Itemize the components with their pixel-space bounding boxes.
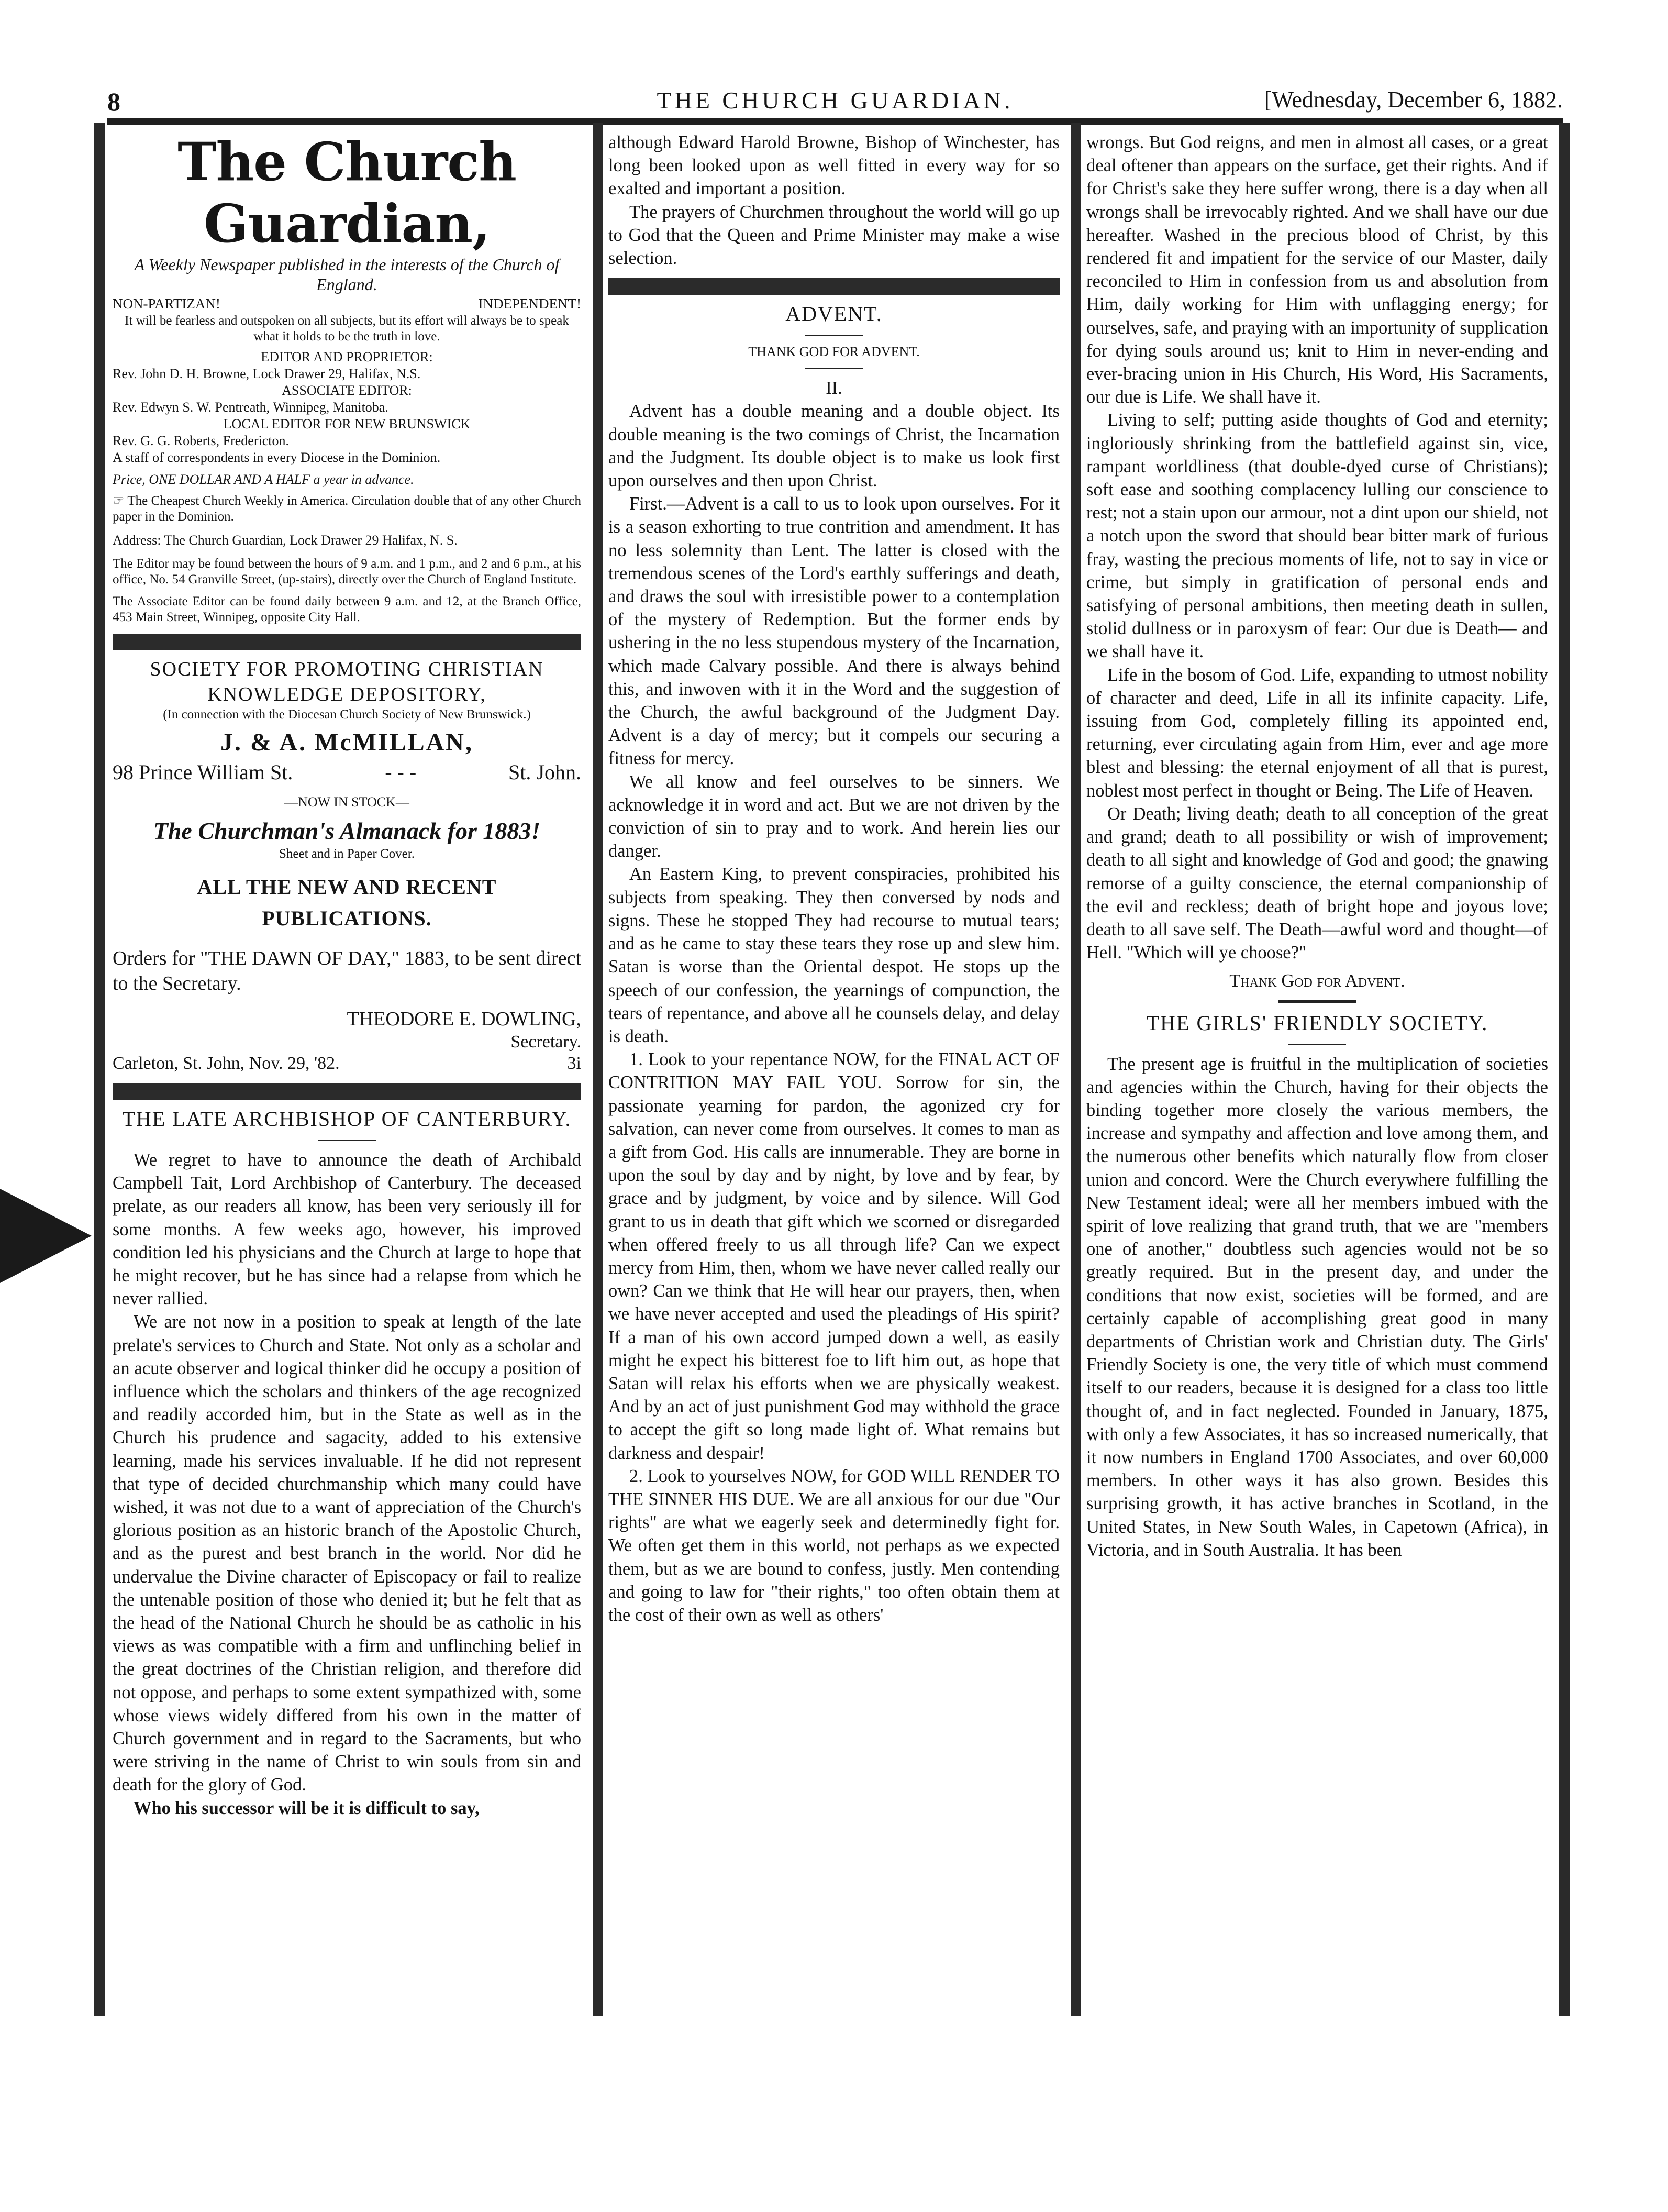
- advent-paragraph: 2. Look to yourselves NOW, for GOD WILL RENDER TO THE SINNER HIS DUE. We are all anxious for our due "Our rights" are what we eagerly seek and determinedly fight for. We often get them in this world, not perhaps as we expected them, but as we are bound to confess, justly. Men contending and going to law for "their rights," too often obtain them at the cost of their own as well as others': [608, 1466, 1060, 1625]
- archbishop-heading: THE LATE ARCHBISHOP OF CANTERBURY.: [122, 1107, 572, 1131]
- almanack-title: The Churchman's Almanack for 1883!: [153, 817, 541, 844]
- page-number: 8: [107, 87, 120, 116]
- right-border-rule: [1559, 123, 1570, 2016]
- editor-heading: EDITOR AND PROPRIETOR:: [261, 349, 433, 364]
- column-2: [608, 131, 1060, 1627]
- column-divider-2: [1071, 123, 1081, 2016]
- correspondents-line: A staff of correspondents in every Diocese in the Dominion.: [113, 450, 441, 465]
- advent-continued: wrongs. But God reigns, and men in almost all cases, or a great deal oftener than appears on the surface, get their rights. And if for Christ's sake they here suffer wrong, there is a day when all wrongs shall be irrevocably righted. And we shall have our due hereafter. Washed in the precious blood of Christ, by this rendered fit and impatient for the service of our Master, daily reconciled to Him in confession from us and absolution from Him, daily working for Him with unflagging energy; for ourselves, safe, and praying with an importunity of supplication for dying souls around us; knit to Him in never-ending and ever-bracing union in His Church, His Word, His Sacraments, our due is Life. We shall have it.: [1086, 132, 1548, 407]
- advent-heading: ADVENT.: [785, 302, 883, 326]
- secretary-title: Secretary.: [510, 1032, 581, 1052]
- running-header: [107, 86, 1563, 118]
- advent-paragraph: Or Death; living death; death to all conception of the great and grand; death to all possibility or wish of improvement; death to all sight and knowledge of God and good; the gnawing remorse of a guilty conscience, the eternal companionship of the evil and reckless; death of bright hope and joyous love; death to all save self. The Death—awful word and thought—of Hell. "Which will ye choose?": [1086, 803, 1548, 963]
- price-line: Price, ONE DOLLAR AND A HALF a year in advance.: [113, 472, 414, 487]
- prayers-paragraph: The prayers of Churchmen throughout the world will go up to God that the Queen and Prime Minister may make a wise selection.: [608, 202, 1060, 269]
- short-rule: [805, 335, 863, 336]
- mcmillan-firm: J. & A. McMILLAN,: [220, 728, 473, 756]
- advent-paragraph: We all know and feel ourselves to be sinners. We acknowledge it in word and act. But we are not driven by the conviction of sin to pray and to work. And herein lies our danger.: [608, 771, 1060, 861]
- advent-subheading: THANK GOD FOR ADVENT.: [748, 344, 920, 360]
- advent-part-number: II.: [826, 378, 842, 399]
- advent-paragraph: Life in the bosom of God. Life, expanding to utmost nobility of character and deed, Life in all its infinite capacity. Life, issuing from God, completely filling its appointed end, returning, ever circulating again from Him, ever and age more blest and blessing: the eternal enjoyment of all that is purest, noblest most perfect in thought or Being. The Life of Heaven.: [1086, 665, 1548, 801]
- short-rule: [805, 368, 863, 369]
- issue-date: [Wednesday, December 6, 1882.: [1264, 87, 1563, 113]
- address-line: Address: The Church Guardian, Lock Drawer 29 Halifax, N. S.: [113, 533, 458, 548]
- archbishop-continued: although Edward Harold Browne, Bishop of Winchester, has long been looked upon as well fitted in every way for so exalted and important a position.: [608, 132, 1060, 199]
- advent-paragraph: An Eastern King, to prevent conspiracies, prohibited his subjects from speaking. They then conversed by nods and signs. These he stopped They had recourse to mutual tears; and as he came to stay these tears they rose up and slew him. Satan is worse than the Oriental despot. He stops up the speech of our confession, the yearnings of compunction, the tears of repentance, and above all he counsels delay, and delay is death.: [608, 864, 1060, 1046]
- thank-god-signoff: Thank God for Advent.: [1229, 971, 1405, 991]
- advent-paragraph: First.—Advent is a call to us to look upon ourselves. For it is a season exhorting to true contrition and amendment. It has no less solemnity than Lent. The latter is closed with the tremendous scenes of the Lord's earthly sufferings and death, and draws the soul with irresistible power to a contemplation of the mystery of Redemption. But the former ends by ushering in the no less stupendous mystery of the Incarnation, which made Calvary possible. And there is always behind this, and inwoven with it in the Word and the suggestion of the Church, the awful background of the Judgment Day. Advent is a day of mercy; but it compels our securing a fitness for mercy.: [608, 494, 1060, 769]
- archbishop-paragraph: We regret to have to announce the death of Archibald Campbell Tait, Lord Archbishop of Canterbury. The deceased prelate, as our readers all know, has been very seriously ill for some months. A few weeks ago, however, his improved condition led his physicians and the Church at large to hope that he might recover, but he has since had a relapse from which he never rallied.: [113, 1150, 581, 1309]
- section-divider: [608, 278, 1060, 295]
- dateline-ref: 3i: [567, 1054, 581, 1073]
- gfs-heading: THE GIRLS' FRIENDLY SOCIETY.: [1146, 1011, 1488, 1035]
- column-3: [1086, 131, 1548, 1562]
- non-partizan-label: NON-PARTIZAN!: [113, 296, 220, 312]
- firm-city: St. John.: [508, 760, 581, 784]
- dateline: [113, 1053, 581, 1075]
- orders-line: Orders for "THE DAWN OF DAY," 1883, to be sent direct to the Secretary.: [113, 947, 581, 994]
- section-divider: [113, 634, 581, 650]
- pointing-hand-icon: [0, 1189, 92, 1283]
- associate-line: Rev. Edwyn S. W. Pentreath, Winnipeg, Manitoba.: [113, 400, 388, 415]
- independent-label: INDEPENDENT!: [478, 296, 581, 312]
- gfs-paragraph: The present age is fruitful in the multiplication of societies and agencies within the Church, having for their objects the binding together more closely the various members, the increase and sympathy and affection and love among them, and the numerous other benefits which naturally flow from closer union and concord. Were the Church everywhere fulfilling the New Testament ideal; were all her members imbued with the spirit of love realizing that grand truth, that we are "members one of another," doubtless such agencies would not be so greatly required. But in the present day, and under the conditions that now exist, societies will be formed, and are certainly capable of accomplishing great good in many departments of Christian work and Christian duty. The Girls' Friendly Society is one, the very title of which must commend itself to our readers, because it is designed for a class too little thought of, and in fact neglected. Founded in January, 1875, with only a few Associates, it has so increased numerically, that it now numbers in England 1700 Associates, and over 60,000 members. In other ways it has also grown. Besides this surprising growth, it has active branches in Scotland, in the United States, in New South Wales, in Capetown (Africa), in Victoria, and in South Australia. It has been: [1086, 1054, 1548, 1560]
- archbishop-paragraph: We are not now in a position to speak at length of the late prelate's services to Church and State. Not only as a scholar and an acute observer and logical thinker did he occupy a position of influence which the scholars and thinkers of the age recognized and readily accorded him, but in the State as well as in the Church his prudence and sagacity, added to his extensive learning, made his services invaluable. If he did not represent that type of decided churchmanship which many could have wished, it was not due to a want of appreciation of the Church's glorious position as an historic branch of the Apostolic Church, and as the purest and best branch in the world. Nor did he undervalue the Divine character of Episcopacy or fail to realize the untenable position of those who denied it; but he felt that as the head of the National Church he should be as catholic in his views as was compatible with a firm and unflinching belief in the great doctrines of the Christian religion, and therefore did not oppose, and perhaps to some extent sympathized with, some whose views widely differed from his own in the matter of Church government and in regard to the Sacraments, but who were striving in the name of Christ to win souls from sin and death for the glory of God.: [113, 1312, 581, 1795]
- associate-hours: The Associate Editor can be found daily between 9 a.m. and 12, at the Branch Office, 453 Main Street, Winnipeg, opposite City Hall.: [113, 594, 581, 624]
- masthead-title: The Church Guardian,: [177, 131, 516, 255]
- in-stock-label: —NOW IN STOCK—: [284, 794, 409, 810]
- editor-hours: The Editor may be found between the hours of 9 a.m. and 1 p.m., and 2 and 6 p.m., at his office, No. 54 Granville Street, (up-stairs), directly over the Church of England Institute.: [113, 557, 581, 587]
- spck-heading: SOCIETY FOR PROMOTING CHRISTIAN KNOWLEDGE DEPOSITORY,: [150, 658, 544, 705]
- address-dashes: - - -: [385, 760, 417, 784]
- masthead-motto: It will be fearless and outspoken on all subjects, but its effort will always be to speak what it holds to be the truth in love.: [125, 314, 569, 344]
- paper-title: THE CHURCH GUARDIAN.: [657, 87, 1014, 114]
- ornament-rule: [1278, 1000, 1356, 1003]
- editor-line: Rev. John D. H. Browne, Lock Drawer 29, Halifax, N.S.: [113, 366, 421, 381]
- dateline-place: Carleton, St. John, Nov. 29, '82.: [113, 1054, 340, 1073]
- advent-paragraph: 1. Look to your repentance NOW, for the FINAL ACT OF CONTRITION MAY FAIL YOU. Sorrow for sin, the passionate yearning for pardon, the agonized cry for salvation, can never come from ourselves. It comes to man as a gift from God. His calls are innumerable. They are borne in upon the soul by day and by night, by love and by fear, by grace and by judgment, by voice and by silence. Will God grant to us in death that gift which we scorned or disregarded when offered freely to us all through life? Can we expect mercy from Him, then, whom we have never called really our own? Can we think that He will hear our prayers, then, when we have never accepted and used the pleadings of His spirit? If a man of his own accord jumped down a well, as easily might he expect his bitterest foe to lift him out, as hope that Satan will relax his efforts when we are physically weakest. And by an act of just punishment God may withhold the grace to accept the gift so long made light of. What remains but darkness and despair!: [608, 1049, 1060, 1463]
- short-rule: [318, 1140, 376, 1141]
- secretary-name: THEODORE E. DOWLING,: [347, 1008, 581, 1030]
- left-border-rule: [94, 123, 105, 2016]
- short-rule: [1288, 1044, 1346, 1045]
- publications-line: ALL THE NEW AND RECENT PUBLICATIONS.: [197, 875, 497, 930]
- firm-street: 98 Prince William St.: [113, 760, 293, 784]
- local-editor-heading: LOCAL EDITOR FOR NEW BRUNSWICK: [223, 416, 471, 432]
- section-divider: [113, 1083, 581, 1100]
- firm-address: [113, 758, 581, 787]
- cheapest-notice: ☞ The Cheapest Church Weekly in America. Circulation double that of any other Church paper in the Dominion.: [113, 494, 581, 524]
- almanack-subtitle: Sheet and in Paper Cover.: [279, 847, 415, 861]
- spck-connection: (In connection with the Diocesan Church Society of New Brunswick.): [163, 707, 531, 722]
- header-rule: [107, 118, 1563, 125]
- column-1: [113, 131, 581, 1820]
- advent-paragraph: Living to self; putting aside thoughts of God and eternity; ingloriously shrinking from the battlefield against sin, vice, rampant worldliness (that double-dyed curse of Christians); soft ease and soothing complacency lulling our conscience to rest; not a stain upon our armour, not a dint upon our shield, not a notch upon the sword that should bear bitter mark of furious fray, wasting the precious moments of life, not to say in vice or crime, but simply in gratification of personal ends and satisfying of personal ambitions, then meeting death in sullen, stolid dullness or in paroxysm of fear: Our due is Death— and we shall have it.: [1086, 410, 1548, 662]
- masthead-stance: [113, 294, 581, 313]
- archbishop-paragraph: Who his successor will be it is difficult to say,: [134, 1798, 480, 1818]
- local-editor-line: Rev. G. G. Roberts, Fredericton.: [113, 433, 289, 448]
- associate-heading: ASSOCIATE EDITOR:: [282, 383, 412, 398]
- masthead-tagline: A Weekly Newspaper published in the interests of the Church of England.: [134, 255, 560, 294]
- column-divider-1: [593, 123, 603, 2016]
- advent-paragraph: Advent has a double meaning and a double object. Its double meaning is the two comings of Christ, the Incarnation and the Judgment. Its double object is to make us look first upon ourselves and then upon Christ.: [608, 401, 1060, 491]
